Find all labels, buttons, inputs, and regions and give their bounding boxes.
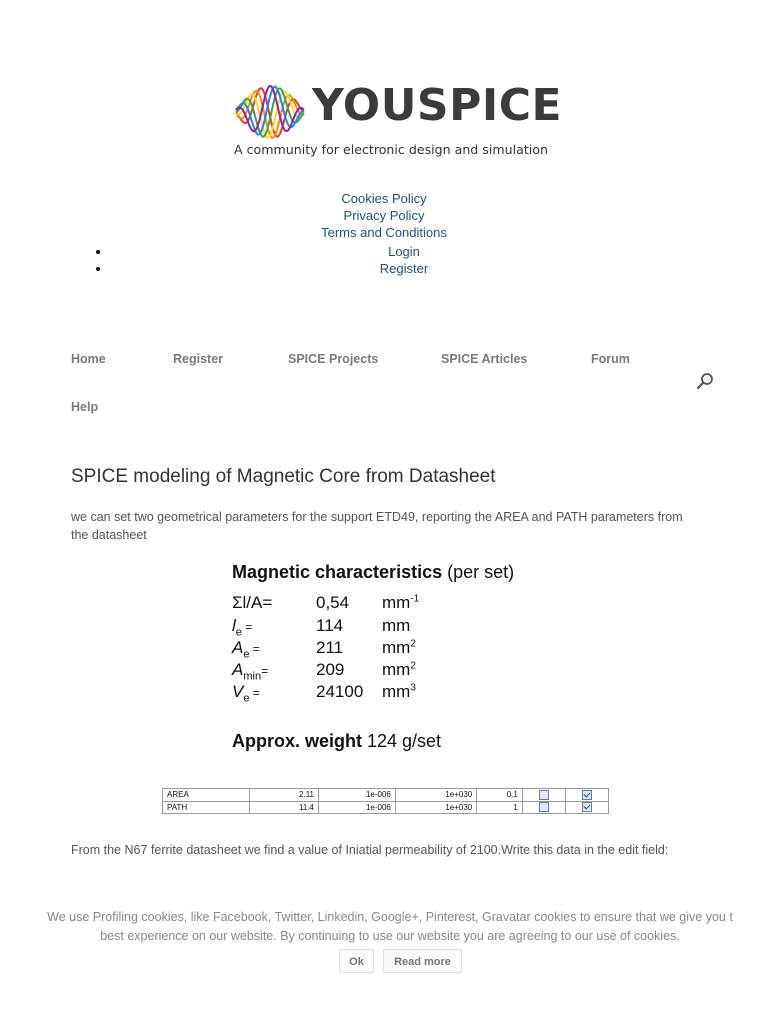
symbol: $l_e$ = — [232, 616, 253, 639]
table-cell[interactable]: 1e+030 — [395, 789, 476, 802]
value: 114 — [316, 616, 344, 635]
list-item — [0, 260, 768, 277]
unit: $mm^3$ — [382, 682, 416, 701]
table-cell — [522, 801, 565, 814]
table-cell — [565, 789, 608, 802]
parameter-table — [162, 788, 609, 814]
checkbox[interactable] — [539, 790, 549, 800]
approx-weight: Approx. weight 124 g/set — [232, 731, 442, 751]
user-links — [0, 243, 768, 277]
nav-help[interactable]: Help — [71, 400, 99, 414]
unit: mm — [382, 616, 411, 635]
table-cell: AREA — [163, 789, 250, 802]
value: 211 — [316, 638, 344, 657]
nav-forum[interactable]: Forum — [591, 352, 630, 366]
checkbox[interactable] — [539, 802, 549, 812]
nav-home[interactable]: Home — [71, 352, 106, 366]
value: 24100 — [316, 682, 364, 701]
main-nav — [71, 352, 721, 432]
cookies-policy-link[interactable]: Cookies Policy — [341, 191, 427, 206]
cookie-text: We use Profiling cookies, like Facebook, Twitter, Linkedin, Google+, Pinterest, Gravatar cookies to ensure that we give you t best experience on our website. By continuing to use our website you are agreeing to our use of cookies. — [47, 910, 733, 943]
policy-links — [0, 190, 768, 241]
table-cell — [565, 801, 608, 814]
terms-link[interactable]: Terms and Conditions — [321, 225, 447, 240]
table-row — [163, 789, 609, 802]
symbol: $A_{min}=$ — [232, 660, 269, 683]
figure-title: Magnetic characteristics (per set) — [232, 562, 515, 582]
cookie-ok-button[interactable]: Ok — [339, 949, 374, 973]
cookie-read-more-button[interactable]: Read more — [383, 949, 462, 973]
symbol: $V_e$ = — [232, 682, 260, 705]
table-cell: PATH — [163, 801, 250, 814]
article-intro: we can set two geometrical parameters for the support ETD49, reporting the AREA and PATH parameters from the datasheet — [71, 510, 683, 542]
nav-spice-articles[interactable]: SPICE Articles — [441, 352, 528, 366]
brand-name: YOUSPICE — [312, 80, 563, 131]
page-title: SPICE modeling of Magnetic Core from Datasheet — [71, 466, 496, 487]
symbol: $A_e$ = — [232, 638, 260, 661]
table-cell[interactable]: 1 — [477, 801, 523, 814]
article-paragraph: From the N67 ferrite datasheet we find a value of Iniatial permeability of 2100.Write this data in the edit field: — [71, 843, 669, 857]
table-cell[interactable]: 11.4 — [250, 801, 319, 814]
table-cell[interactable]: 0.1 — [477, 789, 523, 802]
login-link[interactable]: Login — [388, 244, 420, 259]
table-cell[interactable]: 1e-006 — [319, 801, 396, 814]
list-item — [0, 243, 768, 260]
unit: $mm^2$ — [382, 660, 416, 679]
cookie-banner — [0, 898, 768, 998]
unit: $mm^{-1}$ — [382, 593, 420, 612]
brand-tagline: A community for electronic design and simulation — [234, 142, 548, 157]
table-cell[interactable]: 2.11 — [250, 789, 319, 802]
table-row — [163, 801, 609, 814]
magnetic-characteristics-figure — [232, 562, 552, 762]
table-cell[interactable]: 1e+030 — [395, 801, 476, 814]
search-icon[interactable] — [696, 372, 714, 390]
nav-register[interactable]: Register — [173, 352, 224, 366]
table-cell — [522, 789, 565, 802]
nav-spice-projects[interactable]: SPICE Projects — [288, 352, 379, 366]
sine-wave-logo-icon — [234, 82, 306, 142]
symbol: Σl/A= — [232, 593, 273, 612]
privacy-policy-link[interactable]: Privacy Policy — [343, 208, 425, 223]
unit: $mm^2$ — [382, 638, 416, 657]
register-link[interactable]: Register — [379, 261, 429, 276]
checkbox[interactable] — [582, 790, 592, 800]
table-cell[interactable]: 1e-006 — [319, 789, 396, 802]
value: 0,54 — [316, 593, 350, 612]
value: 209 — [316, 660, 345, 679]
checkbox[interactable] — [582, 802, 592, 812]
site-logo[interactable] — [234, 78, 563, 160]
